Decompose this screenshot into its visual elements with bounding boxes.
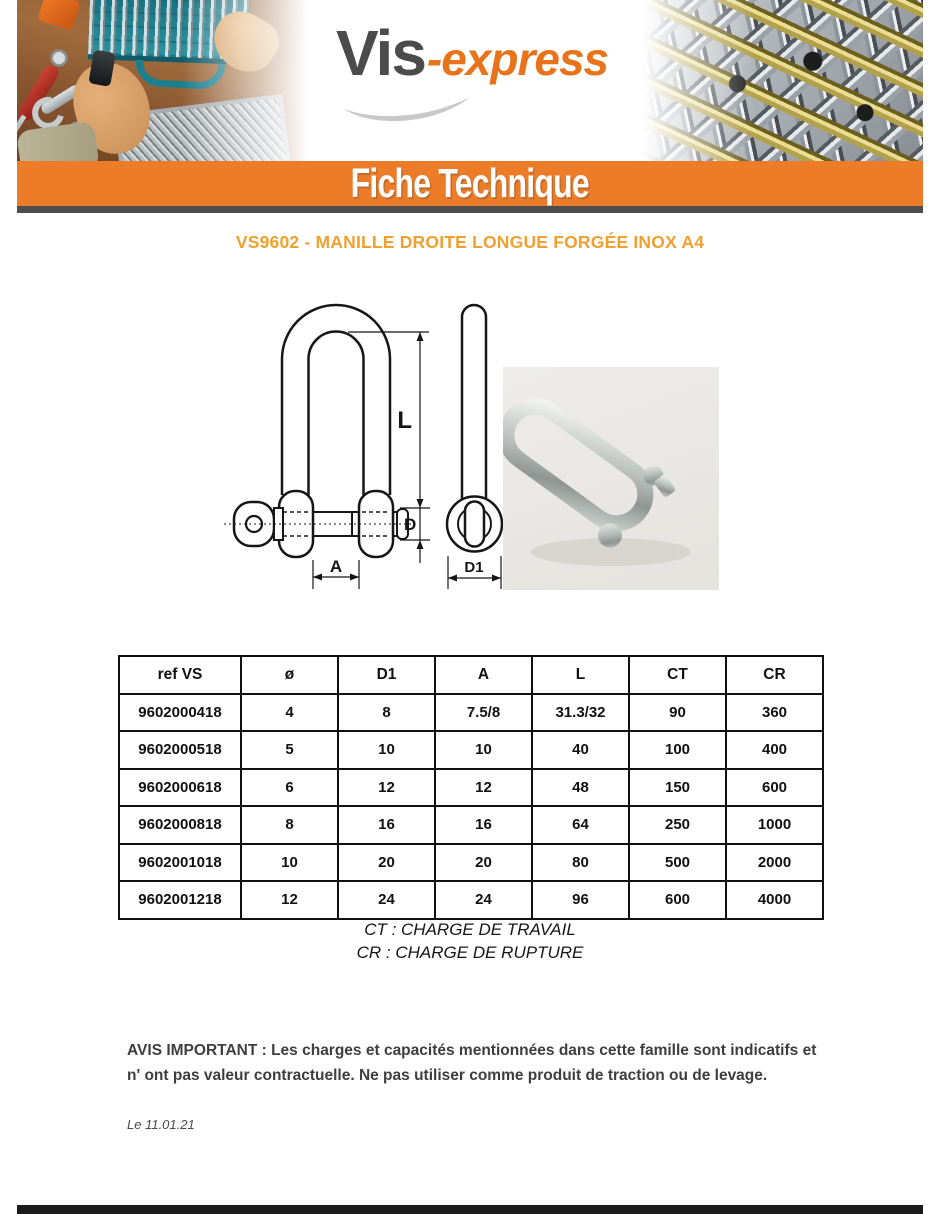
technical-drawing	[215, 290, 515, 600]
value-cell: 80	[532, 844, 629, 882]
column-header: ref VS	[119, 656, 241, 694]
value-cell: 8	[338, 694, 435, 732]
value-cell: 4000	[726, 881, 823, 919]
value-cell: 600	[726, 769, 823, 807]
column-header: CT	[629, 656, 726, 694]
legend-ct: CT : CHARGE DE TRAVAIL	[364, 920, 576, 939]
value-cell: 100	[629, 731, 726, 769]
important-notice: AVIS IMPORTANT : Les charges et capacités mentionnées dans cette famille sont indicatifs et n' ont pas valeur contractuelle. Ne pas utiliser comme produit de traction ou de levage.	[127, 1042, 817, 1085]
column-header: D1	[338, 656, 435, 694]
banner-stripe	[17, 206, 923, 213]
shackle-photo-render	[503, 367, 719, 590]
dim-label-D1: D1	[464, 559, 484, 576]
ref-cell: 9602001218	[119, 881, 241, 919]
photo-fade	[633, 0, 923, 161]
ref-cell: 9602000518	[119, 731, 241, 769]
logo-text-express: -express	[426, 33, 609, 85]
footer-bar	[17, 1205, 923, 1214]
value-cell: 6	[241, 769, 338, 807]
value-cell: 400	[726, 731, 823, 769]
ref-cell: 9602001018	[119, 844, 241, 882]
vis-express-logo	[336, 16, 616, 136]
value-cell: 600	[629, 881, 726, 919]
column-header: L	[532, 656, 629, 694]
value-cell: 16	[338, 806, 435, 844]
value-cell: 10	[435, 731, 532, 769]
table-legend	[0, 918, 940, 964]
value-cell: 2000	[726, 844, 823, 882]
legend-cr: CR : CHARGE DE RUPTURE	[356, 943, 584, 962]
dim-label-A: A	[329, 557, 343, 576]
value-cell: 10	[241, 844, 338, 882]
value-cell: 250	[629, 806, 726, 844]
value-cell: 24	[338, 881, 435, 919]
value-cell: 48	[532, 769, 629, 807]
table-row	[119, 881, 823, 919]
value-cell: 500	[629, 844, 726, 882]
dim-label-L: L	[397, 407, 412, 434]
product-photo	[503, 367, 719, 590]
banner	[17, 161, 923, 206]
table-row	[119, 806, 823, 844]
dim-label-D: D	[404, 515, 417, 534]
ref-cell: 9602000818	[119, 806, 241, 844]
value-cell: 90	[629, 694, 726, 732]
table-row	[119, 731, 823, 769]
column-header: CR	[726, 656, 823, 694]
value-cell: 12	[241, 881, 338, 919]
logo-text-vis: Vis	[336, 17, 425, 89]
banner-title: Fiche Technique	[350, 160, 590, 206]
spec-table	[118, 655, 824, 920]
value-cell: 4	[241, 694, 338, 732]
value-cell: 7.5/8	[435, 694, 532, 732]
value-cell: 20	[338, 844, 435, 882]
column-header: ø	[241, 656, 338, 694]
screws-pile-photo	[633, 0, 923, 161]
value-cell: 16	[435, 806, 532, 844]
product-title: VS9602 - MANILLE DROITE LONGUE FORGÉE INOX A4	[235, 232, 705, 252]
value-cell: 20	[435, 844, 532, 882]
value-cell: 5	[241, 731, 338, 769]
spec-table-body	[119, 694, 823, 919]
value-cell: 31.3/32	[532, 694, 629, 732]
value-cell: 10	[338, 731, 435, 769]
ref-cell: 9602000418	[119, 694, 241, 732]
value-cell: 8	[241, 806, 338, 844]
logo-swoosh-icon	[342, 92, 474, 124]
table-header-row	[119, 656, 823, 694]
photo-fade	[17, 0, 317, 161]
document-date: Le 11.01.21	[127, 1117, 195, 1132]
table-row	[119, 694, 823, 732]
value-cell: 40	[532, 731, 629, 769]
value-cell: 64	[532, 806, 629, 844]
value-cell: 24	[435, 881, 532, 919]
table-row	[119, 769, 823, 807]
workbench-photo	[17, 0, 317, 161]
value-cell: 1000	[726, 806, 823, 844]
value-cell: 12	[338, 769, 435, 807]
ref-cell: 9602000618	[119, 769, 241, 807]
table-row	[119, 844, 823, 882]
value-cell: 360	[726, 694, 823, 732]
value-cell: 96	[532, 881, 629, 919]
value-cell: 150	[629, 769, 726, 807]
value-cell: 12	[435, 769, 532, 807]
column-header: A	[435, 656, 532, 694]
